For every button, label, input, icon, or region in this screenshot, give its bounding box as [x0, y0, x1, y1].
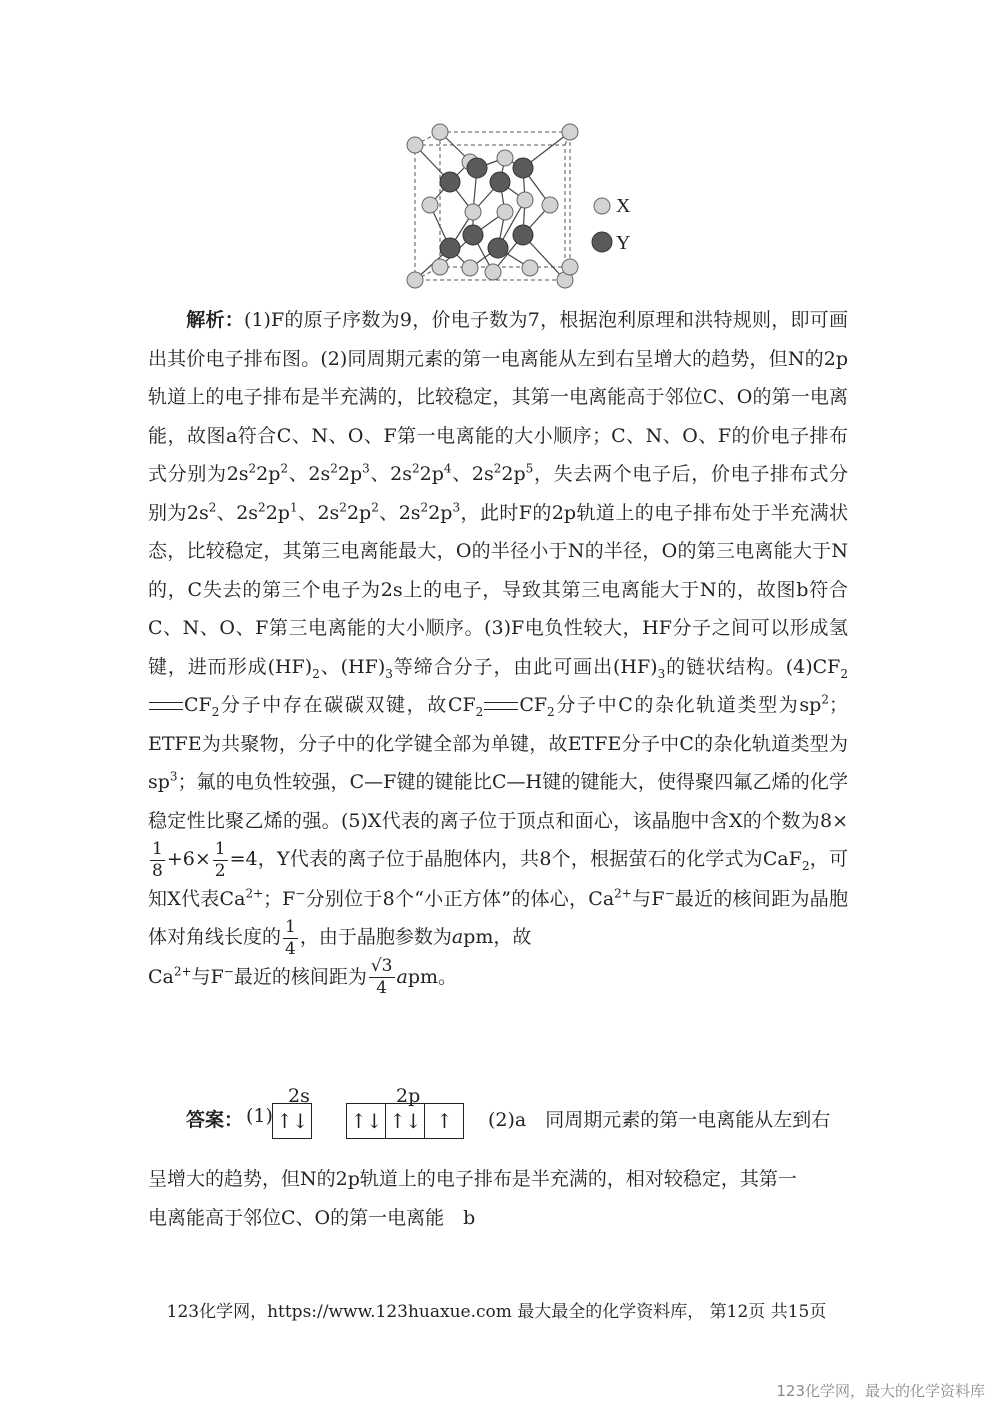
answer-line: 电离能高于邻位C、O的第一电离能 b	[148, 1206, 476, 1229]
orbital-2p-label: 2p	[396, 1085, 421, 1107]
legend-x-marker	[594, 198, 610, 214]
config-1: $2s^22p^2$、$2s^22p^3$、$2s^22p^4$、$2s^22p^5$	[226, 461, 534, 485]
analysis-text: (1)F的原子序数为9，价电子数为7，根据泡利原理和洪特规则，即可画出其价电子排布图。(2)同周期元素的第一电离能从左到右呈增大的趋势，但N的2p轨道上的电子排布是半充满的，比较稳定，其第一电离能高于邻位C、O的第一电离能，故图a符合C、N、O、F第一电离能的大小顺序；C、N、O、F的价电子排布式分别为	[148, 309, 848, 485]
double-bond-symbol	[149, 702, 183, 710]
analysis-heading: 解析：	[186, 309, 245, 331]
figure-legend	[592, 195, 631, 254]
fraction-sqrt3-4: $\frac{√3}{4}$	[370, 956, 393, 998]
fraction-1-2: $\frac{1}{2}$	[214, 838, 226, 881]
analysis-paragraph: 解析：(1)F的原子序数为9，价电子数为7，根据泡利原理和洪特规则，即可画出其价电子排布图。(2)同周期元素的第一电离能从左到右呈增大的趋势，但N的2p轨道上的电子排布是半充满的，比较稳定，其第一电离能高于邻位C、O的第一电离能，故图a符合C、N、O、F第一电离能的大小顺序；C、N、O、F的价电子排布式分别为$2s^22p^2$、$2s^22p^3$、$2s^22p^4$、$2s^22p^5$，失去两个电子后，价电子排布式分别为$2s^2$、$2s^22p^1$、$2s^22p^2$、$2s^22p^3$，此时F的2p轨道上的电子排布处于半充满状态，比较稳定，其第三电离能最大，O的半径小于N的半径，O的第三电离能大于N的，C失去的第三个电子为2s上的电子，导致其第三电离能大于N的，故图b符合C、N、O、F第三电离能的大小顺序。(3)F电负性较大，HF分子之间可以形成氢键，进而形成$(HF)_2$、$(HF)_3$等缔合分子，由此可画出$(HF)_3$的链状结构。$(4)CF_2CF_2$分子中存在碳碳双键，故$CF_2$ $CF_2$分子中C的杂化轨道类型为$sp^2$；ETFE为共聚物，分子中的化学键全部为单键，故ETFE分子中C的杂化轨道类型为$sp^3$；氟的电负性较强，C—F键的键能比C—H键的键能大，使得聚四氟乙烯的化学稳定性比聚乙烯的强。(5)X代表的离子位于顶点和面心，该晶胞中含X的个数为8× $\frac{1}{8}$ +6× $\frac{1}{2}$ =4，Y代表的离子位于晶胞体内，共8个，根据萤石的化学式为CaF$_2$，可知X代表$Ca^{2+}$；F−分别位于8个“小正方体”的体心，$Ca^{2+}$与F−最近的核间距为晶胞体对角线长度的 $\frac{1}{4}$ ，由于晶胞参数为apm，故 $Ca^{2+}$与F−最近的核间距为 $\frac{√3}{4}$ apm。	[148, 309, 849, 998]
x-ions	[407, 124, 578, 288]
orbital-cell: ↑↓	[276, 1109, 308, 1133]
orbital-2s-label: 2s	[288, 1085, 310, 1107]
fraction-1-8: $\frac{1}{8}$	[152, 838, 163, 881]
watermark: 123化学网，最大的化学资料库	[776, 1382, 985, 1400]
crystal-cell-figure	[395, 120, 655, 290]
orbital-cell: ↑	[436, 1109, 452, 1133]
page-footer: 123化学网，https://www.123huaxue.com 最大最全的化学资料库， 第12页 共15页	[166, 1302, 827, 1322]
orbital-2p-box	[346, 1103, 464, 1139]
answer-block	[148, 1085, 848, 1155]
orbital-cell: ↑↓	[347, 1104, 386, 1138]
orbital-cell: ↑↓	[386, 1104, 425, 1138]
fraction-1-4: $\frac{1}{4}$	[285, 916, 296, 959]
answer-continuation	[148, 1160, 848, 1237]
double-bond-symbol	[484, 702, 518, 710]
y-ions	[440, 158, 533, 258]
legend-y-label: Y	[616, 232, 631, 254]
legend-x-label: X	[616, 195, 631, 217]
orbital-2s-box	[272, 1103, 312, 1139]
legend-y-marker	[592, 232, 612, 252]
answer-part2: (2)a 同周期元素的第一电离能从左到右	[488, 1109, 831, 1131]
answer-part1-label: (1)	[246, 1105, 273, 1127]
answer-line: 呈增大的趋势，但N的2p轨道上的电子排布是半充满的，相对较稳定，其第一	[148, 1168, 797, 1190]
config-2: $2s^2$、$2s^22p^1$、$2s^22p^2$、$2s^22p^3$	[186, 500, 461, 524]
answer-heading: 答案：	[186, 1109, 244, 1131]
